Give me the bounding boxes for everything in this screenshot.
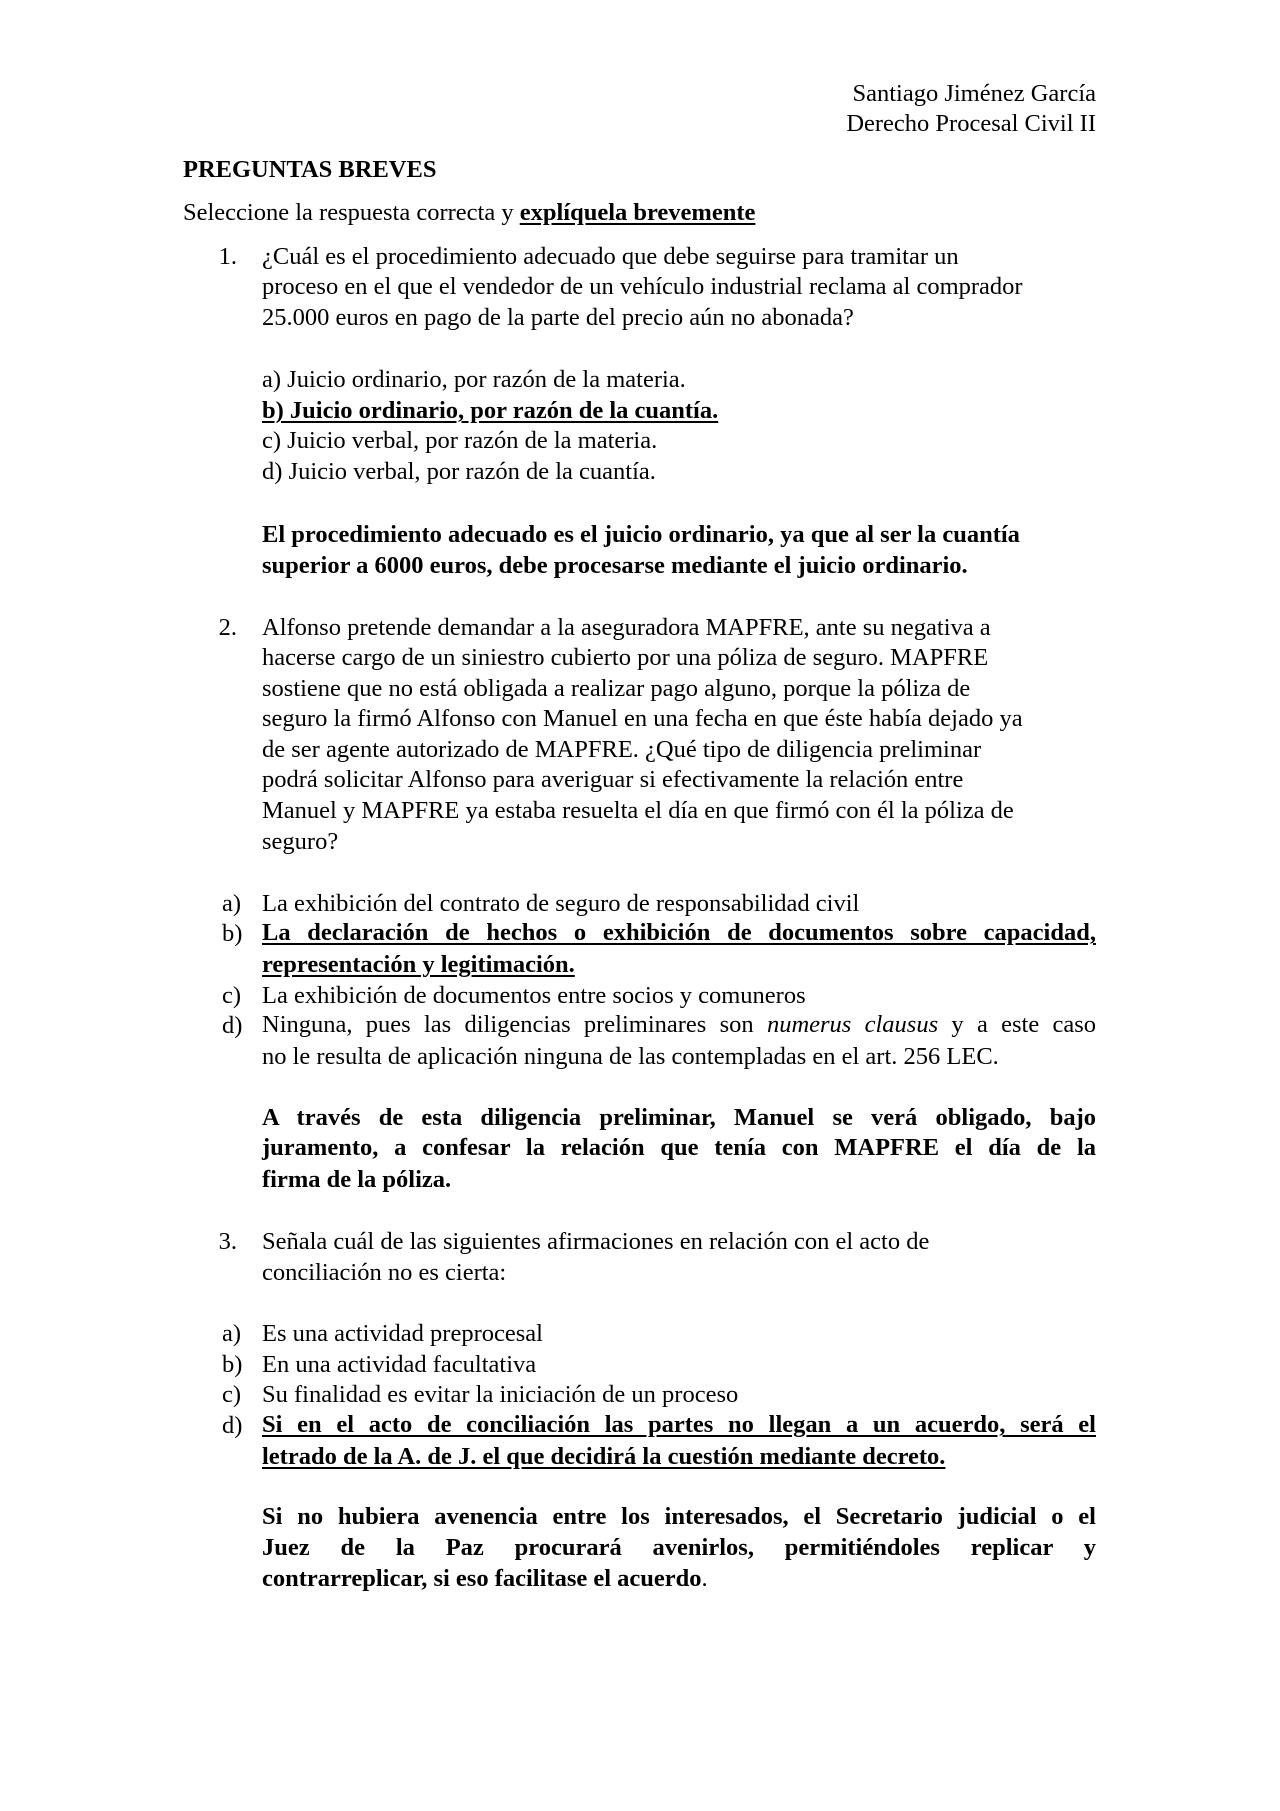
question-2-answer-line: A través de esta diligencia preliminar, Manuel se verá obligado, bajo [262,1104,1096,1131]
question-2-option-d-italic: numerus clausus [766,1011,939,1038]
question-3-option-b: En una actividad facultativa [262,1351,537,1378]
question-2-line: de ser agente autorizado de MAPFRE. ¿Qué tipo de diligencia preliminar [262,736,982,763]
question-2-option-d-post: y a este caso [938,1011,1097,1038]
question-2-number: 2. [218,614,237,641]
question-2-option-d-cont: no le resulta de aplicación ninguna de las contempladas en el art. 256 LEC. [262,1043,999,1070]
question-1-line: proceso en el que el vendedor de un vehículo industrial reclama al comprador [262,273,1023,300]
question-3-option-a-label: a) [222,1320,242,1347]
question-1-answer-line: superior a 6000 euros, debe procesarse mediante el juicio ordinario. [262,552,968,579]
question-3-number: 3. [218,1228,237,1255]
question-3-option-c-label: c) [222,1381,242,1408]
question-2-option-d [262,1010,1096,1041]
question-1-answer-line: El procedimiento adecuado es el juicio ordinario, ya que al ser la cuantía [262,521,1020,548]
question-3-line: conciliación no es cierta: [262,1259,507,1286]
question-1-number: 1. [218,243,237,270]
question-2-option-a-label: a) [222,890,242,917]
question-3-option-c: Su finalidad es evitar la iniciación de un proceso [262,1381,739,1408]
question-2-option-c-label: c) [222,982,242,1009]
instruction [183,197,755,228]
question-2-option-b-correct-cont: representación y legitimación. [262,951,575,978]
question-1-option-d: d) Juicio verbal, por razón de la cuantía. [262,458,656,485]
question-2-option-d-pre: Ninguna, pues las diligencias preliminares son [262,1011,767,1038]
question-2-option-a: La exhibición del contrato de seguro de responsabilidad civil [262,890,860,917]
question-2-answer-line: juramento, a confesar la relación que tenía con MAPFRE el día de la [262,1134,1096,1161]
question-2-line: Alfonso pretende demandar a la aseguradora MAPFRE, ante su negativa a [262,614,991,641]
question-3-line: Señala cuál de las siguientes afirmaciones en relación con el acto de [262,1228,930,1255]
question-2-line: podrá solicitar Alfonso para averiguar si efectivamente la relación entre [262,766,964,793]
question-3-option-d-label: d) [222,1412,243,1439]
question-2-option-d-label: d) [222,1012,243,1039]
question-1-line: ¿Cuál es el procedimiento adecuado que debe seguirse para tramitar un [262,243,959,270]
question-3-option-d-correct: Si en el acto de conciliación las partes no llegan a un acuerdo, será el [262,1411,1096,1438]
question-2-option-c: La exhibición de documentos entre socios y comuneros [262,982,806,1009]
question-1-option-b-correct: b) Juicio ordinario, por razón de la cuantía. [262,397,719,424]
question-3-answer-line: contrarreplicar, si eso facilitase el acuerdo [262,1565,702,1592]
question-3-answer-line: Juez de la Paz procurará avenirlos, permitiéndoles replicar y [262,1534,1096,1561]
question-3-option-b-label: b) [222,1351,243,1378]
question-3-option-a: Es una actividad preprocesal [262,1320,543,1347]
instruction-text: Seleccione la respuesta correcta y [183,199,520,226]
question-2-line: hacerse cargo de un siniestro cubierto por una póliza de seguro. MAPFRE [262,644,989,671]
section-title: PREGUNTAS BREVES [183,156,437,183]
question-3-answer-line: Si no hubiera avenencia entre los interesados, el Secretario judicial o el [262,1503,1096,1530]
question-3-option-d-correct-cont: letrado de la A. de J. el que decidirá la cuestión mediante decreto. [262,1443,946,1470]
question-2-line: seguro la firmó Alfonso con Manuel en una fecha en que éste había dejado ya [262,705,1023,732]
question-3-answer-end: . [701,1565,708,1592]
question-2-line: sostiene que no está obligada a realizar pago alguno, porque la póliza de [262,675,971,702]
question-2-option-b-label: b) [222,920,243,947]
question-1-option-c: c) Juicio verbal, por razón de la materia. [262,427,658,454]
question-3-answer-last [262,1563,708,1594]
question-2-answer-line: firma de la póliza. [262,1166,452,1193]
question-2-option-b-correct: La declaración de hechos o exhibición de documentos sobre capacidad, [262,919,1096,946]
course-name: Derecho Procesal Civil II [846,110,1096,137]
question-1-option-a: a) Juicio ordinario, por razón de la materia. [262,366,686,393]
question-2-line: Manuel y MAPFRE ya estaba resuelta el día en que firmó con él la póliza de [262,797,1014,824]
question-1-line: 25.000 euros en pago de la parte del precio aún no abonada? [262,304,854,331]
author-name: Santiago Jiménez García [852,80,1096,107]
question-2-line: seguro? [262,828,339,855]
instruction-emphasis: explíquela brevemente [519,199,756,226]
